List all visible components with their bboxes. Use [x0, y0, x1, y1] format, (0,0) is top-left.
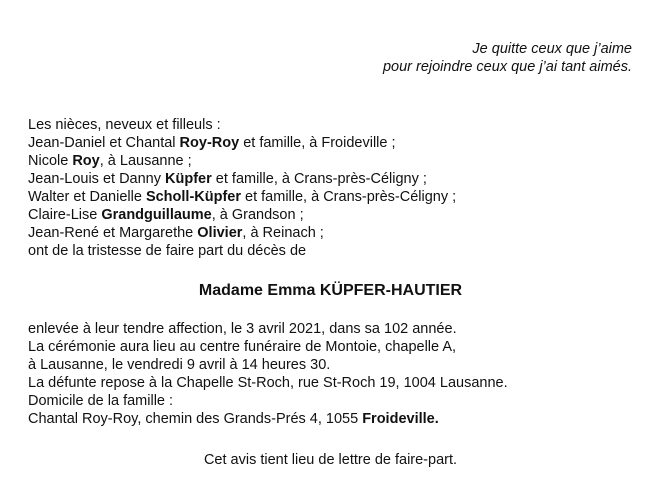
member-first-names: Nicole — [28, 153, 73, 169]
family-address — [28, 410, 508, 428]
family-outro: ont de la tristesse de faire part du décès de — [28, 243, 307, 259]
member-first-names: Claire-Lise — [28, 207, 102, 223]
member-first-names: Jean-Louis et Danny — [28, 171, 166, 187]
family-member — [28, 170, 456, 188]
member-first-names: Jean-René et Margarethe — [28, 225, 198, 241]
detail-line: La cérémonie aura lieu au centre funéraire de Montoie, chapelle A, — [28, 339, 457, 355]
quote-line-1: Je quitte ceux que j’aime — [472, 41, 632, 57]
member-surname: Olivier — [197, 225, 243, 241]
member-location: et famille, à Crans-près-Céligny ; — [211, 171, 427, 187]
deceased-name: Madame Emma KÜPFER-HAUTIER — [198, 282, 463, 299]
address-city: Froideville. — [362, 411, 439, 427]
member-location: , à Reinach ; — [242, 225, 324, 241]
closing-note: Cet avis tient lieu de lettre de faire-part. — [203, 452, 458, 468]
ceremony-details — [28, 320, 508, 428]
family-intro: Les nièces, neveux et filleuls : — [28, 117, 221, 133]
member-location: , à Grandson ; — [211, 207, 304, 223]
detail-line: à Lausanne, le vendredi 9 avril à 14 heures 30. — [28, 357, 331, 373]
member-first-names: Jean-Daniel et Chantal — [28, 135, 180, 151]
family-member — [28, 206, 456, 224]
member-location: , à Lausanne ; — [99, 153, 192, 169]
epitaph-quote — [383, 40, 632, 76]
family-member — [28, 224, 456, 242]
member-surname: Küpfer — [165, 171, 212, 187]
member-surname: Grandguillaume — [101, 207, 212, 223]
member-surname: Roy-Roy — [179, 135, 240, 151]
family-member — [28, 134, 456, 152]
family-list — [28, 116, 456, 260]
detail-line: Domicile de la famille : — [28, 393, 174, 409]
member-location: et famille, à Crans-près-Céligny ; — [241, 189, 457, 205]
quote-line-2: pour rejoindre ceux que j’ai tant aimés. — [382, 59, 632, 75]
member-surname: Scholl-Küpfer — [145, 189, 241, 205]
family-member — [28, 152, 456, 170]
detail-line: enlevée à leur tendre affection, le 3 avril 2021, dans sa 102 année. — [28, 321, 457, 337]
address-street: Chantal Roy-Roy, chemin des Grands-Prés 4, 1055 — [28, 411, 363, 427]
member-location: et famille, à Froideville ; — [239, 135, 396, 151]
member-first-names: Walter et Danielle — [28, 189, 146, 205]
family-member — [28, 188, 456, 206]
detail-line: La défunte repose à la Chapelle St-Roch, rue St-Roch 19, 1004 Lausanne. — [28, 375, 508, 391]
member-surname: Roy — [72, 153, 100, 169]
